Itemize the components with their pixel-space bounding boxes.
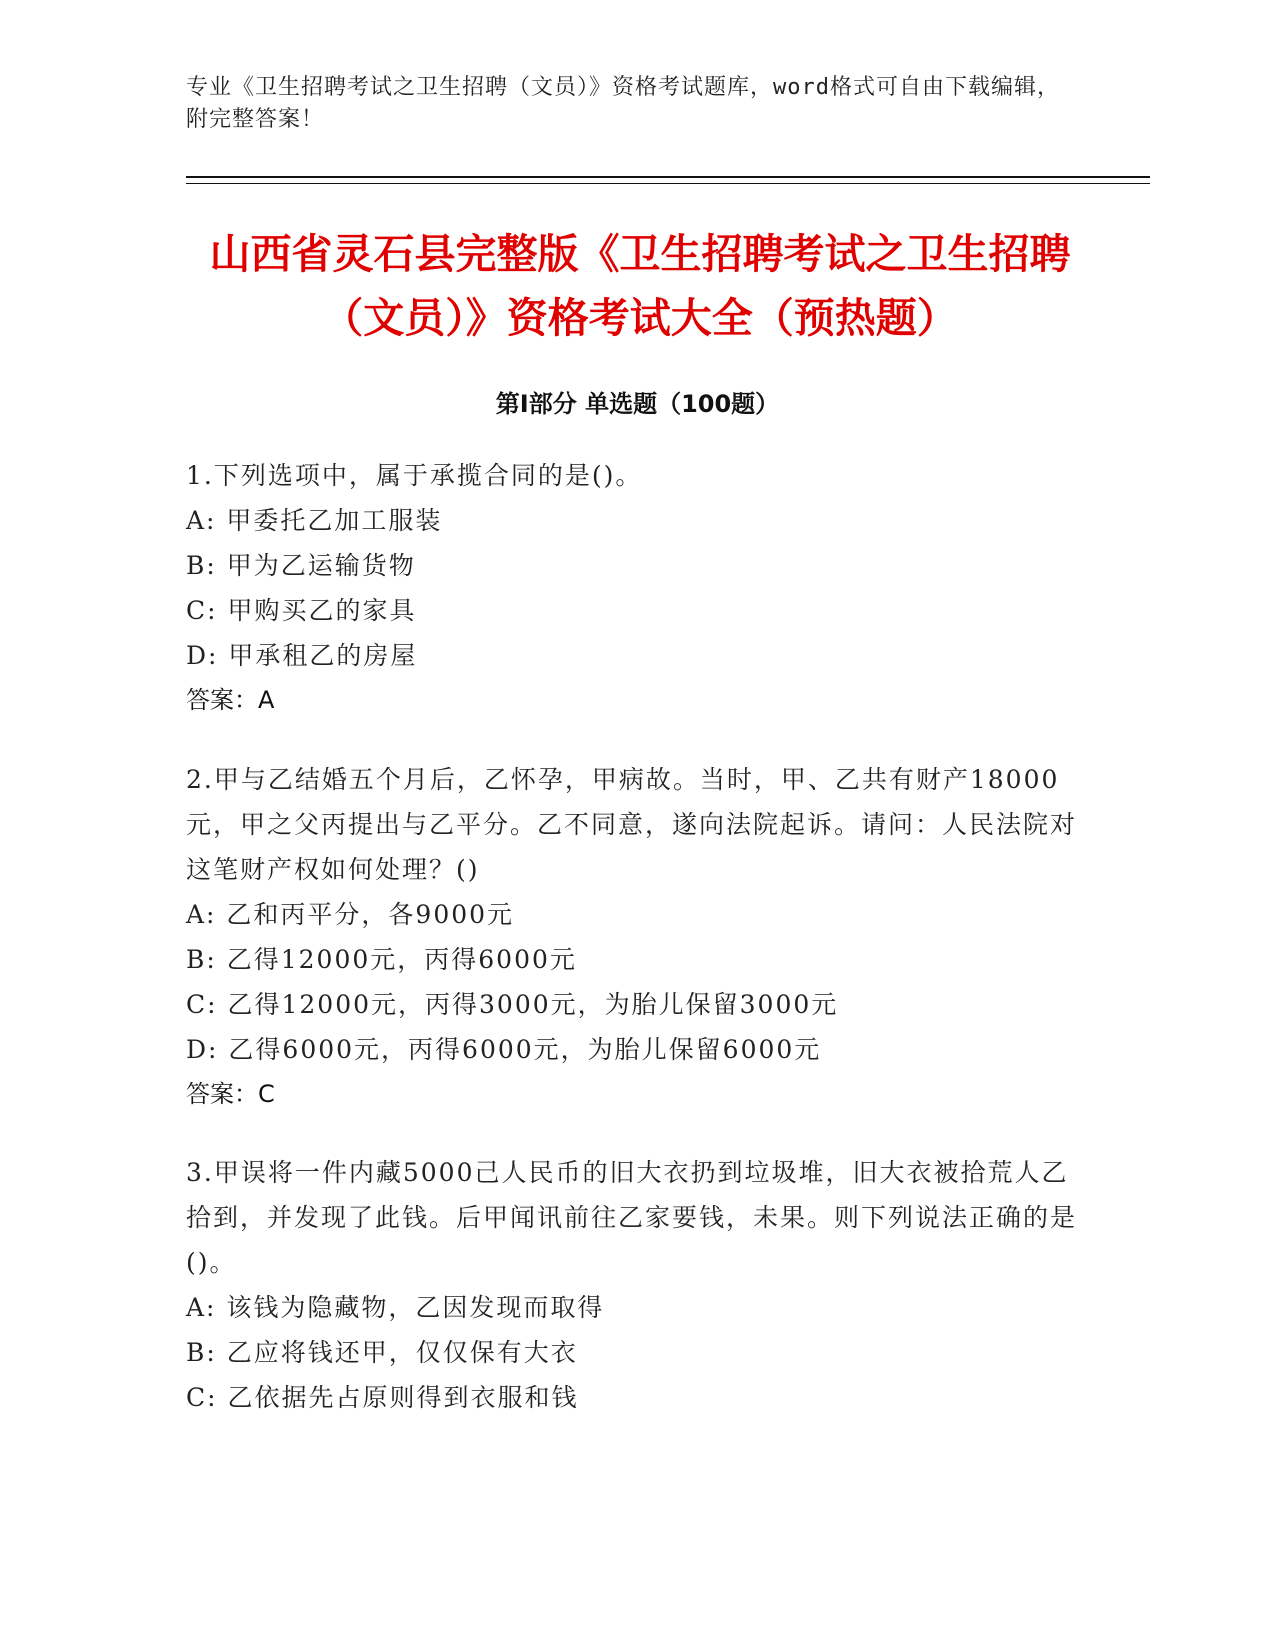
question-3 bbox=[186, 1150, 1086, 1420]
question-text: 1.下列选项中，属于承揽合同的是()。 bbox=[186, 461, 643, 490]
option-d: D: 甲承租乙的房屋 bbox=[186, 641, 418, 670]
document-title: 山西省灵石县完整版《卫生招聘考试之卫生招聘（文员）》资格考试大全（预热题） bbox=[209, 230, 1071, 342]
question-text: 3.甲误将一件内藏5000己人民币的旧大衣扔到垃圾堆，旧大衣被拾荒人乙拾到，并发现了此钱。后甲闻讯前往乙家要钱，未果。则下列说法正确的是()。 bbox=[186, 1158, 1078, 1277]
option-c: C: 甲购买乙的家具 bbox=[186, 596, 417, 625]
option-b: B: 乙得12000元，丙得6000元 bbox=[186, 945, 577, 974]
option-a: A: 乙和丙平分，各9000元 bbox=[186, 900, 515, 929]
option-d: D: 乙得6000元，丙得6000元，为胎儿保留6000元 bbox=[186, 1035, 822, 1064]
option-a: A: 甲委托乙加工服装 bbox=[186, 506, 443, 535]
header-note: 专业《卫生招聘考试之卫生招聘（文员）》资格考试题库，word格式可自由下载编辑，附完整答案！ bbox=[186, 75, 1060, 132]
header-rule-thin bbox=[186, 183, 1150, 184]
question-2 bbox=[186, 757, 1086, 1117]
answer: 答案：A bbox=[186, 686, 275, 714]
option-c: C: 乙依据先占原则得到衣服和钱 bbox=[186, 1383, 579, 1412]
option-b: B: 乙应将钱还甲，仅仅保有大衣 bbox=[186, 1338, 578, 1367]
option-b: B: 甲为乙运输货物 bbox=[186, 551, 416, 580]
answer: 答案：C bbox=[186, 1080, 275, 1108]
question-text: 2.甲与乙结婚五个月后，乙怀孕，甲病故。当时，甲、乙共有财产18000元，甲之父丙提出与乙平分。乙不同意，遂向法院起诉。请问：人民法院对这笔财产权如何处理？() bbox=[186, 765, 1078, 884]
section-heading: 第Ⅰ部分 单选题（100题） bbox=[495, 390, 780, 418]
option-a: A: 该钱为隐藏物，乙因发现而取得 bbox=[186, 1293, 605, 1322]
option-c: C: 乙得12000元，丙得3000元，为胎儿保留3000元 bbox=[186, 990, 839, 1019]
question-1 bbox=[186, 453, 1086, 723]
header-rule-thick bbox=[186, 176, 1150, 178]
